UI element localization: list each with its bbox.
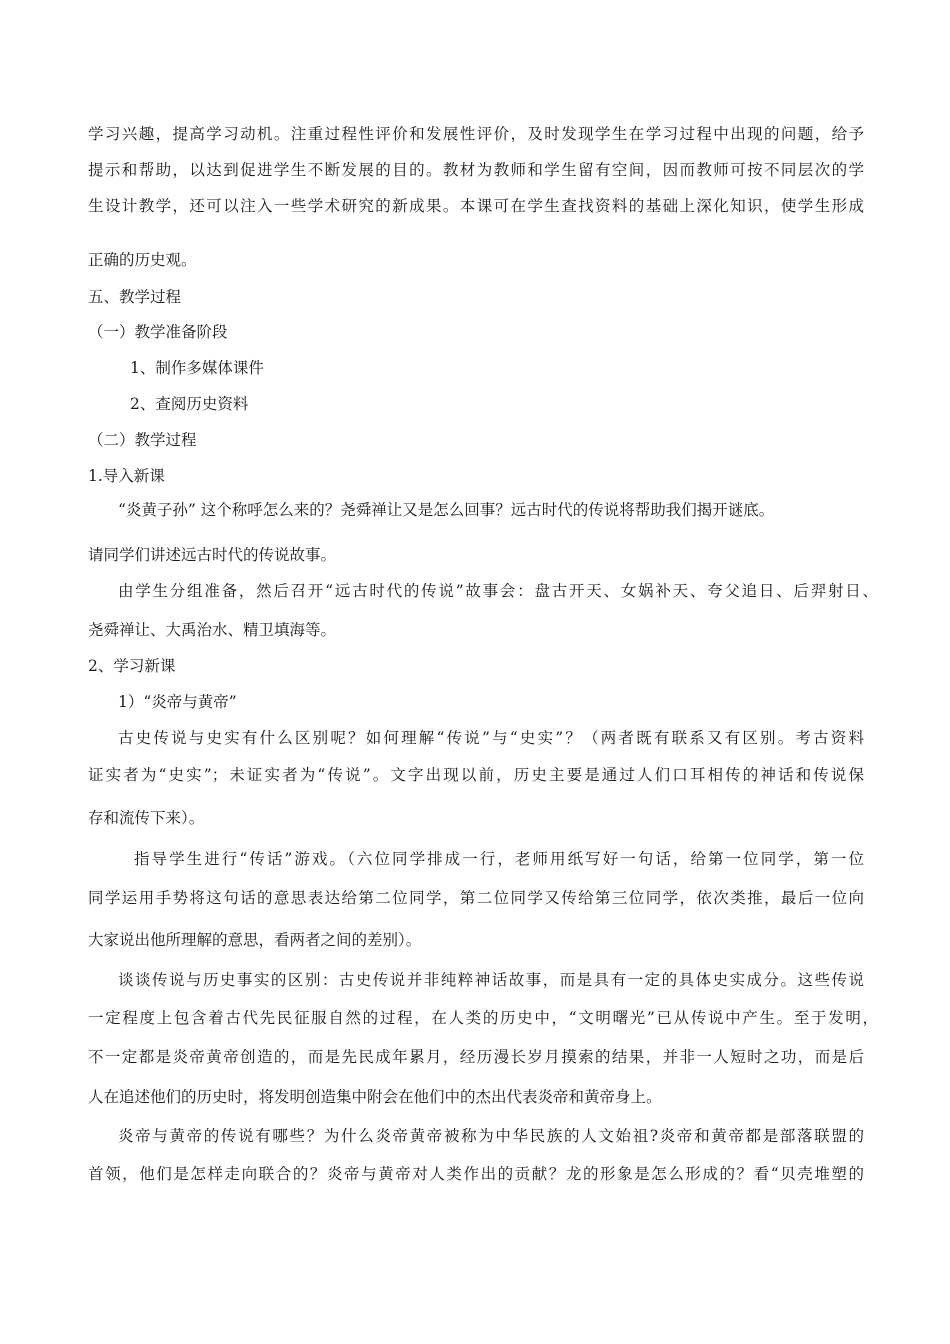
list-item: 2、查阅历史资料: [130, 395, 249, 413]
paragraph-line: 指导学生进行“传话”游戏。（六位同学排成一行，老师用纸写好一句话，给第一位同学，第一位: [134, 850, 864, 868]
paragraph-line: 正确的历史观。: [88, 251, 197, 269]
paragraph-line: 存和流传下来）。: [88, 809, 205, 827]
paragraph-line: 学习兴趣，提高学习动机。注重过程性评价和发展性评价，及时发现学生在学习过程中出现的问题，给予: [88, 125, 864, 143]
paragraph-line: 不一定都是炎帝黄帝创造的，而是先民成年累月，经历漫长岁月摸索的结果，并非一人短时之功，而是后: [88, 1048, 864, 1066]
list-item: 1、制作多媒体课件: [130, 359, 264, 377]
paragraph-line: 人在追述他们的历史时，将发明创造集中附会在他们中的杰出代表炎帝和黄帝身上。: [88, 1088, 662, 1106]
paragraph-line: 首领，他们是怎样走向联合的？炎帝与黄帝对人类作出的贡献？龙的形象是怎么形成的？看“贝壳堆塑的: [88, 1165, 864, 1183]
subsection-heading: （二）教学过程: [88, 431, 197, 449]
step-heading: 1.导入新课: [88, 467, 165, 485]
paragraph-line: 同学运用手势将这句话的意思表达给第二位同学，第二位同学又传给第三位同学，依次类推，最后一位向: [88, 889, 864, 907]
paragraph-line: 谈谈传说与历史事实的区别：古史传说并非纯粹神话故事，而是具有一定的具体史实成分。这些传说: [118, 971, 864, 989]
section-heading: 五、教学过程: [88, 288, 182, 306]
paragraph-line: 大家说出他所理解的意思，看两者之间的差别）。: [88, 931, 422, 949]
topic-heading: 1）“炎帝与黄帝”: [118, 693, 237, 711]
paragraph-line: 请同学们讲述远古时代的传说故事。: [88, 546, 337, 564]
paragraph-line: 尧舜禅让、大禹治水、精卫填海等。: [88, 621, 337, 639]
paragraph-line: 古史传说与史实有什么区别呢？如何理解“传说”与“史实”？（两者既有联系又有区别。考古资料: [118, 729, 864, 747]
subsection-heading: （一）教学准备阶段: [88, 323, 228, 341]
paragraph-line: “炎黄子孙” 这个称呼怎么来的？尧舜禅让又是怎么回事？远古时代的传说将帮助我们揭开谜底。: [118, 501, 775, 519]
paragraph-line: 证实者为“史实”；未证实者为“传说”。文字出现以前，历史主要是通过人们口耳相传的神话和传说保: [88, 766, 864, 784]
paragraph-line: 生设计教学，还可以注入一些学术研究的新成果。本课可在学生查找资料的基础上深化知识，使学生形成: [88, 197, 864, 215]
paragraph-line: 由学生分组准备，然后召开“远古时代的传说”故事会：盘古开天、女娲补天、夸父追日、后羿射日、: [118, 582, 878, 600]
paragraph-line: 一定程度上包含着古代先民征服自然的过程，在人类的历史中，“文明曙光”已从传说中产生。至于发明，: [88, 1009, 878, 1027]
paragraph-line: 提示和帮助，以达到促进学生不断发展的目的。教材为教师和学生留有空间，因而教师可按不同层次的学: [88, 161, 864, 179]
step-heading: 2、学习新课: [88, 657, 176, 675]
paragraph-line: 炎帝与黄帝的传说有哪些？为什么炎帝黄帝被称为中华民族的人文始祖?炎帝和黄帝都是部落联盟的: [118, 1127, 864, 1145]
